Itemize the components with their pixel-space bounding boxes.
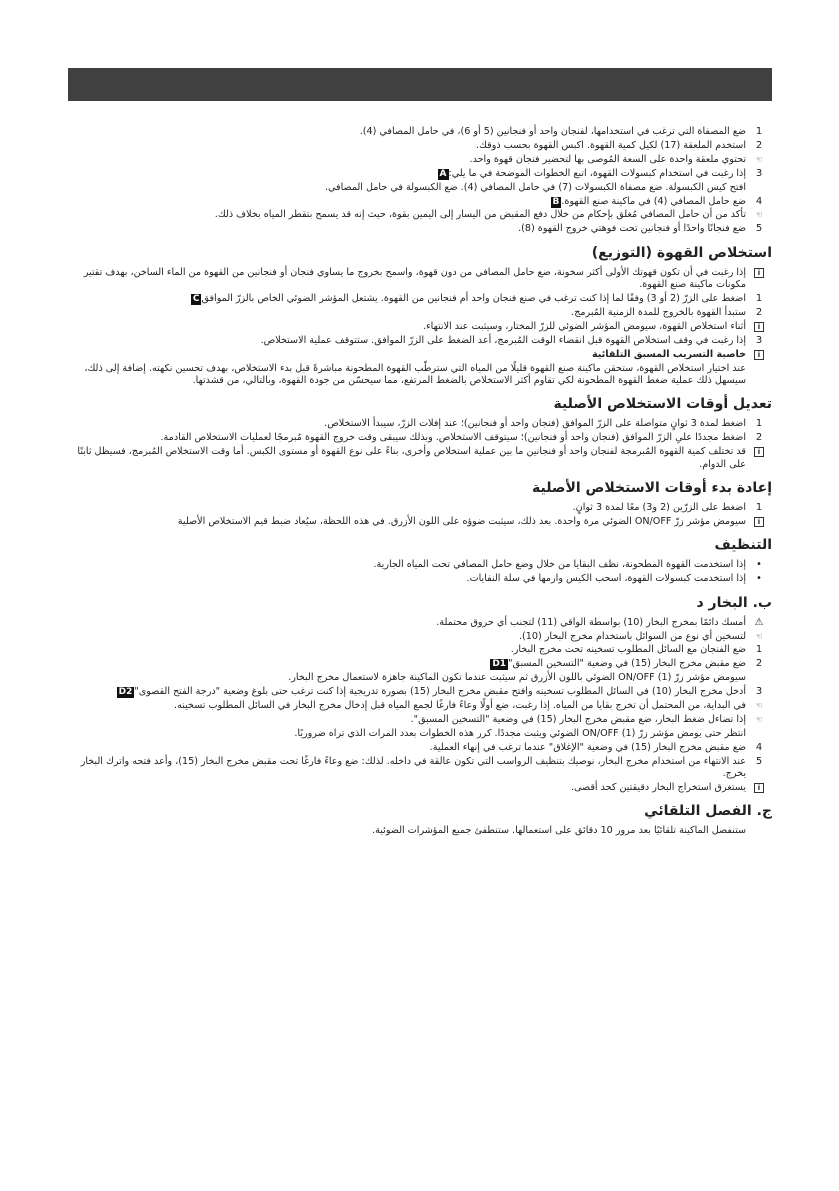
instruction-text-content: سيومض مؤشر زرّ ON/OFF الضوئي مرة واحدة. بعد ذلك، سيثبت ضوؤه على اللون الأزرق. في هذه اللحظة، سيُعاد ضبط قيم الاستخلاص الأصلية [177, 515, 746, 527]
step-number: 1 [755, 644, 763, 656]
note-hand-icon: ☜ [755, 631, 763, 641]
instruction-row [68, 700, 772, 712]
instruction-row [68, 516, 772, 528]
instruction-text [68, 617, 746, 629]
instruction-row [68, 209, 772, 221]
instruction-text-content: سيومض مؤشر زرّ (1) ON/OFF الضوئي باللون الأزرق ثم سيثبت عندما تكون الماكينة جاهزة لاستعمال مخرج البخار. [288, 672, 746, 684]
note-hand-icon: ☜ [755, 715, 763, 724]
instruction-text [68, 126, 746, 138]
instruction-text-content: استخدم الملعقة (17) لكيل كمية القهوة. اكبس القهوة بحسب ذوقك. [476, 139, 746, 151]
figure-reference-tag: C [192, 294, 200, 305]
note-hand-icon: ☜ [755, 154, 763, 164]
instruction-row [68, 782, 772, 794]
instruction-text-content: لتسخين أي نوع من السوائل باستخدام مخرج البخار (10). [518, 630, 746, 642]
instruction-text-content: خاصية التسريب المسبق التلقائية [591, 348, 746, 360]
instruction-row [68, 742, 772, 754]
instruction-text [68, 782, 746, 794]
instruction-text-content: إذا رغبت في وقف استخلاص القهوة قبل انقضاء الوقت المُبرمج، أعد الضغط على الزرّ الموافق. ستتوقف عملية الاستخلاص. [260, 334, 746, 346]
manual-content [68, 126, 772, 839]
section-title: التنظيف [714, 537, 772, 554]
instruction-text-content: اضغط على الزرّين (2 و3) معًا لمدة 3 ثوانٍ. [572, 502, 746, 514]
step-number: 2 [755, 306, 763, 318]
instruction-text [68, 223, 746, 235]
instruction-text [68, 335, 746, 347]
section-title: ج. الفصل التلقائي [644, 803, 772, 820]
step-number: 1 [755, 126, 763, 137]
instruction-text [68, 672, 746, 684]
instruction-text-content: عند اختيار استخلاص القهوة، ستحقن ماكينة صنع القهوة قليلًا من المياه التي سترطّب القهوة المطحونة مباشرةً قبل بدء الاستخلاص، بهدف تحسين نكهته. إضافة إلى ذلك، سيسهل ذلك عملية ضغط القهوة المطحونة لكي تقاوم أكثر الاستخلاص بالضغط المرتفع، مما سيحسّن من جودة القهوة، وبالتالي، من قشدتها. [84, 362, 746, 386]
instruction-row [68, 140, 772, 152]
instruction-text-content: قد تختلف كمية القهوة المُبرمجة لفنجان واحد أو فنجانين ما بين عملية استخلاص وأخرى، بناءً على نوع القهوة أو مستوى الكبس. أما وقت الاستخلاص المُبرمج، فسيظل ثابتًا على الدوام. [77, 446, 746, 470]
instruction-row [68, 658, 772, 670]
instruction-row [68, 559, 772, 571]
instruction-row [68, 321, 772, 333]
info-icon: i [746, 782, 772, 794]
instruction-row [68, 631, 772, 643]
section-title: استخلاص القهوة (التوزيع) [591, 244, 772, 261]
instruction-text [68, 756, 746, 781]
instruction-text-content: ضع فنجانًا واحدًا أو فنجانين تحت فوهتي خروج القهوة (8). [518, 223, 746, 235]
instruction-row [68, 335, 772, 347]
instruction-row [68, 363, 772, 388]
instruction-text-content: عند الانتهاء من استخدام مخرج البخار، نوصيك بتنظيف الرواسب التي تكون عالقة في داخله. لذلك: ضع وعاءً فارغًا تحت مقبض مخرج البخار (15)، وأعد فتحه واترك البخار يخرج. [80, 755, 746, 780]
instruction-text [68, 307, 746, 319]
step-number: 1 [755, 418, 763, 430]
instruction-text-content: أثناء استخلاص القهوة، سيومض المؤشر الضوئي للزرّ المختار، وسيثبت عند الانتهاء. [423, 320, 746, 332]
info-icon: i [746, 516, 772, 528]
instruction-text-content: انتظر حتى يومض مؤشر زرّ (1) ON/OFF الضوئي ويثبت مجددًا. كرر هذه الخطوات بعدد المرات الذي تراه ضروريًا. [294, 727, 746, 739]
step-number: 1 [755, 293, 763, 305]
instruction-text [68, 686, 746, 698]
instruction-text-content: إذا استخدمت القهوة المطحونة، نظف البقايا من خلال وضع حامل المصافي تحت المياه الجارية. [373, 559, 746, 571]
instruction-text [68, 446, 746, 471]
instruction-text [68, 140, 746, 152]
info-icon: i [746, 349, 772, 361]
step-number: 2 [755, 658, 763, 670]
instruction-text [68, 644, 746, 656]
bullet-icon: • [756, 559, 762, 571]
instruction-row [68, 825, 772, 837]
info-icon: i [746, 267, 772, 279]
instruction-text-content: اضغط على الزرّ (2 أو 3) وفقًا لما إذا كنت ترغب في صنع فنجان واحد أم فنجانين من القهوة. يشتعل المؤشر الضوئي الخاص بالزرّ الموافق [201, 293, 746, 305]
note-hand-icon: ☜ [755, 210, 763, 220]
instruction-row [68, 502, 772, 514]
instruction-text [68, 700, 746, 712]
instruction-text-content: إذا رغبت في استخدام كبسولات القهوة، اتبع الخطوات الموضحة في ما يلي: [448, 167, 746, 179]
instruction-text [68, 209, 746, 221]
step-number: 4 [755, 741, 763, 753]
instruction-text [68, 182, 746, 194]
instruction-text [68, 154, 746, 166]
instruction-row [68, 756, 772, 781]
instruction-text [68, 631, 746, 643]
instruction-text [68, 825, 746, 837]
instruction-row [68, 728, 772, 740]
info-icon: i [746, 321, 772, 333]
instruction-row [68, 686, 772, 698]
step-number: 5 [755, 755, 763, 767]
section-title: إعادة بدء أوقات الاستخلاص الأصلية [532, 480, 772, 497]
instruction-text [68, 168, 746, 180]
instruction-text-content: ضع مقبض مخرج البخار (15) في وضعية "الإغلاق" عندما ترغب في إنهاء العملية. [429, 741, 746, 753]
instruction-text-content: اضغط مجددًا علىِ الزرّ الموافق (فنجان واحد أو فنجانين)؛ سيتوقف الاستخلاص. وبذلك سيبقى وقت خروج القهوة مُبرمجًا لعمليات الاستخلاص القادمة. [160, 432, 746, 444]
instruction-text-content: إذا استخدمت كبسولات القهوة، اسحب الكيس وارمها في سلة النفايات. [466, 573, 746, 585]
instruction-text-content: في البداية، من المحتمل أن تخرج بقايا من المياه. إذا رغبت، ضع أولًا وعاءً فارغًا لجمع المياه قبل إدخال مخرج البخار في السائل المطلوب تسخينه. [174, 700, 746, 712]
instruction-row [68, 307, 772, 319]
instruction-text-content: تأكد من أن حامل المصافي مُغلق بإحكام من خلال دفع المقبض من اليسار إلى اليمين بقوة، حيث إنه قد يسمح بتقطر المياه بخلاف ذلك. [214, 209, 746, 221]
step-number: 1 [755, 502, 763, 514]
instruction-text-content: إذا رغبت في أن تكون قهوتك الأولى أكثر سخونة، ضع حامل المصافي من دون قهوة، واسمح بخروج ما يساوي فنجان أو فنجانين من القهوة من الماء الساخن، بهدف تقتير مكونات ماكينة صنع القهوة. [83, 266, 746, 291]
instruction-row [68, 644, 772, 656]
warning-icon: ⚠ [754, 616, 764, 628]
step-number: 5 [755, 223, 763, 235]
instruction-row [68, 617, 772, 629]
instruction-text [68, 714, 746, 726]
section-title: ب. البخار د [696, 594, 772, 611]
instruction-text-content: ضع مقبض مخرج البخار (15) في وضعية "التسخين المسبق" [508, 658, 746, 670]
instruction-text [68, 267, 746, 292]
instruction-text [68, 559, 746, 571]
instruction-text [68, 418, 746, 430]
instruction-text [68, 349, 746, 361]
section-title: تعديل أوقات الاستخلاص الأصلية [553, 396, 772, 413]
instruction-text-content: اضغط لمدة 3 ثوانٍ متواصلة على الزرّ الموافق (فنجان واحد أو فنجانين)؛ عند إفلات الزرّ، سيبدأ الاستخلاص. [324, 418, 746, 430]
instruction-text [68, 196, 746, 208]
instruction-text-content: تحتوي ملعقة واحدة على السعة المُوصى بها لتحضير فنجان قهوة واحد. [469, 153, 746, 165]
instruction-text [68, 293, 746, 305]
figure-reference-tag: A [439, 168, 447, 179]
figure-reference-tag: D2 [118, 687, 133, 698]
step-number: 3 [755, 167, 763, 179]
instruction-row [68, 432, 772, 444]
instruction-text [68, 321, 746, 333]
instruction-row [68, 126, 772, 138]
instruction-row [68, 182, 772, 194]
instruction-row [68, 446, 772, 471]
instruction-text-content: ضع المصفاة التي ترغب في استخدامها، لفنجان واحد أو فنجانين (5 أو 6)، في حامل المصافي (4). [359, 126, 746, 137]
instruction-text [68, 363, 746, 388]
instruction-row [68, 196, 772, 208]
instruction-row [68, 573, 772, 585]
step-number: 2 [755, 432, 763, 444]
instruction-text-content: أدخل مخرج البخار (10) في السائل المطلوب تسخينه وافتح مقبض مخرج البخار (15) بصورة تدريجية إذا كنت ترغب حتى بلوغ وضعية "درجة الفتح القصوى" [134, 686, 746, 698]
instruction-row [68, 168, 772, 180]
instruction-row [68, 672, 772, 684]
header-bar [68, 68, 772, 101]
instruction-text [68, 573, 746, 585]
instruction-row [68, 714, 772, 726]
instruction-text [68, 516, 746, 528]
instruction-text-content: ستبدأ القهوة بالخروج للمدة الزمنية المُبرمج. [571, 306, 746, 318]
info-icon: i [746, 446, 772, 458]
step-number: 3 [755, 686, 763, 698]
instruction-text-content: افتح كيس الكبسولة. ضع مصفاة الكبسولات (7) في حامل المصافي (4). ضع الكبسولة في حامل المصافي. [324, 181, 746, 193]
note-hand-icon: ☜ [755, 701, 763, 711]
instruction-row [68, 349, 772, 361]
instruction-text-content: أمسك دائمًا بمخرج البخار (10) بواسطة الواقي (11) لتجنب أي حروق محتملة. [436, 616, 746, 628]
instruction-text-content: إذا تضاءل ضغط البخار، ضع مقبض مخرج البخار (15) في وضعية "التسخين المسبق". [410, 714, 746, 725]
instruction-text-content: ضع الفنجان مع السائل المطلوب تسخينه تحت مخرج البخار. [510, 644, 746, 656]
instruction-row [68, 267, 772, 292]
instruction-text [68, 742, 746, 754]
step-number: 3 [755, 334, 763, 346]
figure-reference-tag: D1 [492, 659, 507, 670]
instruction-row [68, 223, 772, 235]
instruction-row [68, 154, 772, 166]
instruction-text [68, 432, 746, 444]
instruction-row [68, 293, 772, 305]
figure-reference-tag: B [552, 196, 560, 207]
instruction-text [68, 658, 746, 670]
instruction-row [68, 418, 772, 430]
step-number: 4 [755, 195, 763, 207]
step-number: 2 [755, 139, 763, 151]
instruction-text [68, 502, 746, 514]
bullet-icon: • [756, 573, 762, 585]
instruction-text-content: ضع حامل المصافي (4) في ماكينة صنع القهوة. [561, 195, 746, 207]
instruction-text-content: ستنفصل الماكينة تلقائيًا بعد مرور 10 دقائق على استعمالها. ستنطفئ جميع المؤشرات الضوئية. [372, 825, 746, 837]
instruction-text-content: يستغرق استخراج البخار دقيقتين كحد أقصى. [570, 782, 746, 794]
instruction-text [68, 728, 746, 740]
